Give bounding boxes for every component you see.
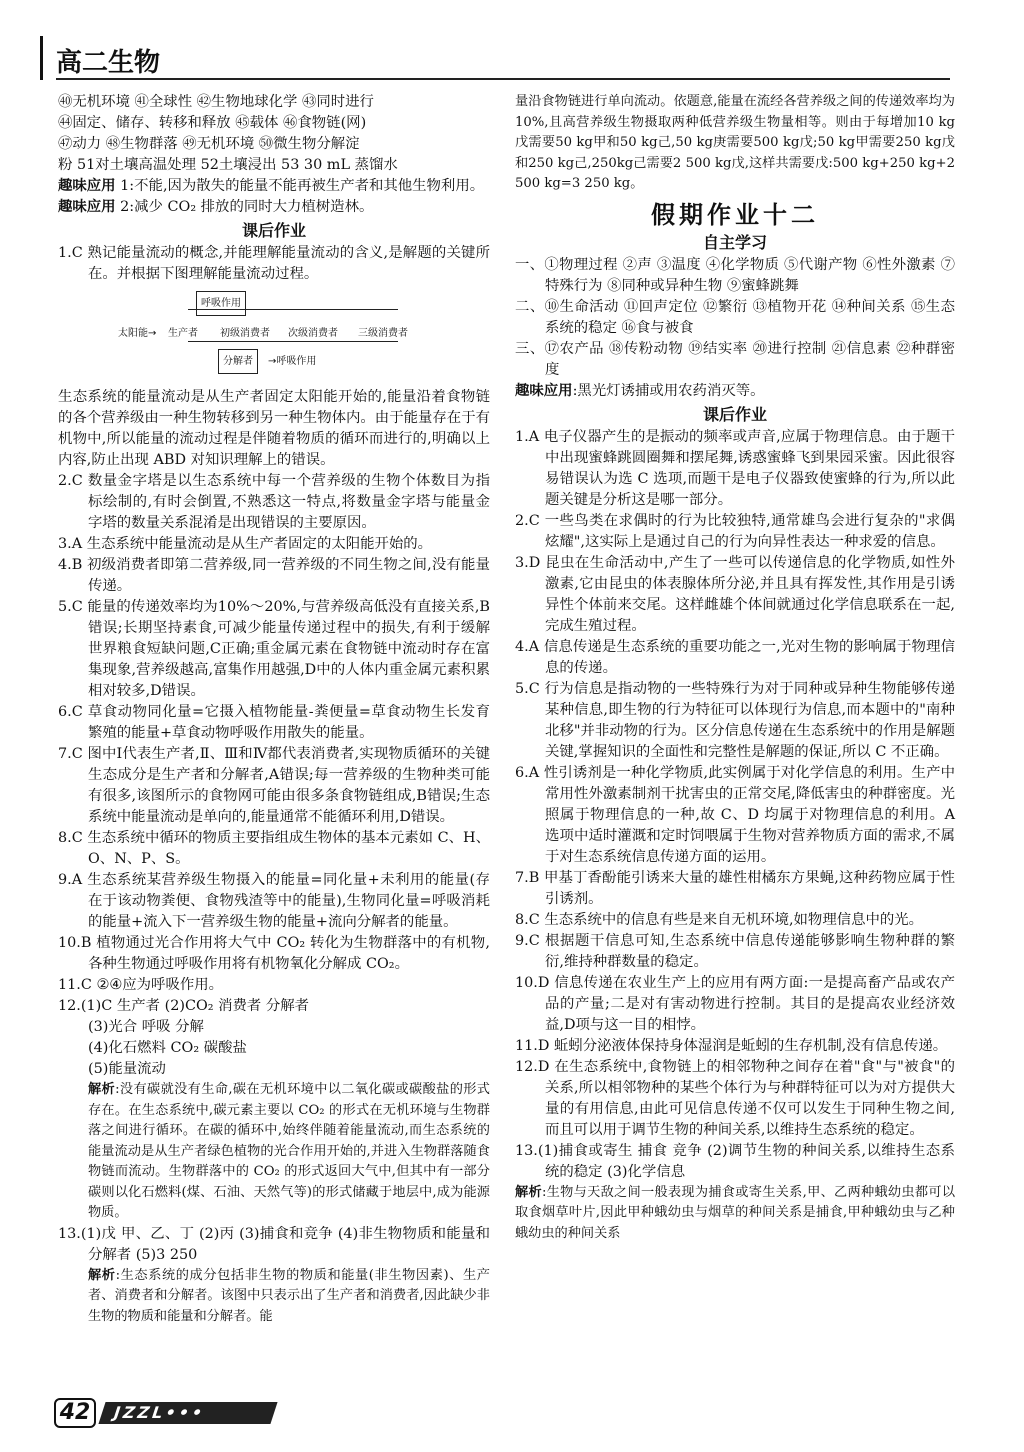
- explanation: [58, 1080, 490, 1224]
- right-column: [515, 92, 955, 1244]
- sun-label: 太阳能→: [118, 328, 157, 339]
- answer-item: 1.A 电子仪器产生的是振动的频率或声音,应属于物理信息。由于题干中出现蜜蜂跳圆圈舞和摆尾舞,诱惑蜜蜂飞到果园采蜜。因此很容易错误认为选 C 选项,而题干是电子仪器致使蜜蜂的行为,所以此题关键是分析这是哪一部分。: [515, 428, 955, 508]
- brand-logo: JZZL•••: [98, 1402, 277, 1424]
- arrow-line: [188, 341, 398, 342]
- fun-text: :黑光灯诱捕或用农药消灭等。: [572, 382, 765, 399]
- explanation-label: 解析: [88, 1082, 116, 1097]
- page-number: 42: [54, 1398, 96, 1428]
- answer-item: 8.C 生态系统中的信息有些是来自无机环境,如物理信息中的光。: [515, 911, 924, 928]
- fun-application-1: [58, 176, 490, 197]
- answer-item: 7.B 甲基丁香酚能引诱来大量的雄性柑橘东方果蝇,这种药物应属于性引诱剂。: [515, 869, 955, 907]
- fun-text: 1:不能,因为散失的能量不能再被生产者和其他生物利用。: [115, 178, 485, 194]
- page-footer: [40, 1396, 300, 1426]
- secondary-consumer-label: 次级消费者: [288, 328, 338, 339]
- answer-line: ㊵无机环境 ㊶全球性 ㊷生物地球化学 ㊸同时进行: [58, 94, 374, 110]
- fun-application-2: [58, 197, 490, 218]
- fun-label: 趣味应用: [58, 178, 116, 194]
- answer-item: 5.C 行为信息是指动物的一些特殊行为对于同种或异种生物能够传递某种信息,即生物的行为特征可以体现行为信息,而本题中的"南种北移"并非动物的行为。区分信息传递在生态系统中的作用是解题关键,掌握知识的全面性和完整性是解题的保证,所以 C 不正确。: [515, 680, 955, 760]
- answer-item: 2.C 一些鸟类在求偶时的行为比较独特,通常雄鸟会进行复杂的"求偶炫耀",这实际上是通过自己的行为向异性表达一种求爱的信息。: [515, 512, 955, 550]
- page-header: [40, 36, 950, 80]
- answer-item: 12.D 在生态系统中,食物链上的相邻物种之间存在着"食"与"被食"的关系,所以相邻物种的某些个体行为与种群特征可以为对方提供大量的有用信息,由此可见信息传递不仅可以发生于同种生物之间,而且可以用于调节生物的种间关系,以维持生态系统的稳定。: [515, 1058, 955, 1138]
- energy-flow-diagram: [118, 289, 478, 381]
- answer-item: 8.C 生态系统中循环的物质主要指组成生物体的基本元素如 C、H、O、N、P、S。: [58, 830, 490, 867]
- answer-item: 3.D 昆虫在生命活动中,产生了一些可以传递信息的化学物质,如性外激素,它由昆虫的体表腺体所分泌,并且具有挥发性,其作用是引诱异性个体前来交尾。这样雌雄个体间就通过化学信息联系在一起,完成生殖过程。: [515, 554, 955, 634]
- answer-item: 2.C 数量金字塔是以生态系统中每一个营养级的生物个体数目为指标绘制的,有时会倒置,不熟悉这一特点,将数量金字塔与能量金字塔的数量关系混淆是出现错误的主要原因。: [58, 473, 490, 531]
- answer-item: 9.A 生态系统某营养级生物摄入的能量=同化量+未利用的能量(存在于该动物粪便、食物残渣等中的能量),生物同化量=呼吸消耗的能量+流入下一营养级生物的能量+流向分解者的能量。: [58, 872, 490, 930]
- answer-item: (4)化石燃料 CO₂ 碳酸盐: [88, 1040, 247, 1056]
- answer-item: 13.(1)捕食或寄生 捕食 竞争 (2)调节生物的种间关系,以维持生态系统的稳定 (3)化学信息: [515, 1142, 955, 1180]
- answer-item: 10.D 信息传递在农业生产上的应用有两方面:一是提高畜产品或农产品的产量;二是对有害动物进行控制。其目的是提高农业经济效益,D项与这一目的相悖。: [515, 974, 955, 1033]
- section-title: 自主学习: [702, 232, 767, 252]
- answer-item: 6.C 草食动物同化量=它摄入植物能量-粪便量=草食动物生长发育繁殖的能量+草食动物呼吸作用散失的能量。: [58, 704, 490, 741]
- answer-item: (5)能量流动: [88, 1061, 166, 1077]
- fun-label: 趣味应用: [515, 382, 573, 399]
- section-title: 课后作业: [241, 221, 306, 240]
- header-bar: [40, 36, 43, 80]
- answer-item: 12.(1)C 生产者 (2)CO₂ 消费者 分解者: [58, 998, 310, 1014]
- explanation: [515, 1183, 955, 1245]
- answer-item: 6.A 性引诱剂是一种化学物质,此实例属于对化学信息的利用。生产中常用性外激素制剂干扰害虫的正常交尾,降低害虫的种群密度。光照属于物理信息的一种,故 C、D 均属于对物理信息的利用。A 选项中适时灌溉和定时饲喂属于生物对营养物质方面的需求,不属于对生态系统信息传递方面的运用。: [515, 764, 955, 865]
- explanation: [58, 1266, 490, 1328]
- answer-line: ㊹固定、储存、转移和释放 ㊺载体 ㊻食物链(网): [58, 115, 367, 131]
- producer-label: 生产者: [168, 328, 198, 339]
- explanation-continued: 量沿食物链进行单向流动。依题意,能量在流经各营养级之间的传递效率均为10%,且高营养级生物摄取两种低营养级生物量相等。则由于每增加10 kg戊需要50 kg甲和50 kg己,50 kg庚需要500 kg戊;50 kg甲需要250 kg戊和250 kg己,250kg己需要2 500 kg戊,这样共需要戊:500 kg+250 kg+2 500 kg=3 250 kg。: [515, 94, 955, 191]
- respiration-out-label: →呼吸作用: [268, 356, 317, 367]
- answer-item: 4.A 信息传递是生态系统的重要功能之一,光对生物的影响属于物理信息的传递。: [515, 638, 955, 676]
- answer-item: 13.(1)戊 甲、乙、丁 (2)丙 (3)捕食和竞争 (4)非生物物质和能量和分解者 (5)3 250: [58, 1225, 490, 1263]
- page-title: 高二生物: [56, 48, 161, 78]
- answer-item: 一、①物理过程 ②声 ③温度 ④化学物质 ⑤代谢产物 ⑥性外激素 ⑦特殊行为 ⑧同种或异种生物 ⑨蜜蜂跳舞: [515, 256, 955, 294]
- tertiary-consumer-label: 三级消费者: [358, 328, 408, 339]
- explanation-text: :生态系统的成分包括非生物的物质和能量(非生物因素)、生产者、消费者和分解者。该图中只表示出了生产者和消费者,因此缺少非生物的物质和能量和分解者。能: [88, 1267, 490, 1324]
- answer-item: 生态系统的能量流动是从生产者固定太阳能开始的,能量沿着食物链的各个营养级由一种生物转移到另一种生物体内。由于能量存在于有机物中,所以能量的流动过程是伴随着物质的循环而进行的,明确以上内容,防止出现 ABD 对知识理解上的错误。: [58, 389, 490, 468]
- header-rule: [56, 78, 950, 80]
- explanation-text: :没有碳就没有生命,碳在无机环境中以二氧化碳或碳酸盐的形式存在。在生态系统中,碳元素主要以 CO₂ 的形式在无机环境与生物群落之间进行循环。在碳的循环中,始终伴随着能量流动,而生态系统的能量流动是从生产者绿色植物的光合作用开始的,并进入生物群落随食物链而流动。生物群落中的 CO₂ 的形式返回大气中,但其中有一部分碳则以化石燃料(煤、石油、天然气等)的形式储藏于地层中,成为能源物质。: [88, 1082, 490, 1220]
- fun-label: 趣味应用: [58, 199, 116, 215]
- assignment-title: 假期作业十二: [651, 200, 819, 229]
- explanation-label: 解析: [515, 1184, 542, 1200]
- answer-item: 1.C 熟记能量流动的概念,并能理解能量流动的含义,是解题的关键所在。并根据下图理解能量流动过程。: [58, 245, 490, 282]
- arrow-line: [188, 309, 398, 310]
- answer-item: 4.B 初级消费者即第二营养级,同一营养级的不同生物之间,没有能量传递。: [58, 557, 490, 594]
- explanation-text: :生物与天敌之间一般表现为捕食或寄生关系,甲、乙两种蛾幼虫都可以取食烟草叶片,因此甲种蛾幼虫与烟草的种间关系是捕食,甲种蛾幼虫与乙种蛾幼虫的种间关系: [515, 1184, 956, 1241]
- answer-item: 10.B 植物通过光合作用将大气中 CO₂ 转化为生物群落中的有机物,各种生物通过呼吸作用将有机物氧化分解成 CO₂。: [58, 935, 490, 972]
- answer-line: ㊼动力 ㊽生物群落 ㊾无机环境 ㊿微生物分解淀: [58, 136, 360, 152]
- answer-item: 9.C 根据题干信息可知,生态系统中信息传递能够影响生物种群的繁衍,维持种群数量的稳定。: [515, 932, 955, 970]
- answer-item: 3.A 生态系统中能量流动是从生产者固定的太阳能开始的。: [58, 536, 433, 552]
- decomposer-box: 分解者: [218, 349, 258, 374]
- primary-consumer-label: 初级消费者: [220, 328, 270, 339]
- fun-application: [515, 381, 955, 402]
- answer-item: 三、⑰农产品 ⑱传粉动物 ⑲结实率 ⑳进行控制 ㉑信息素 ㉒种群密度: [515, 340, 955, 378]
- respiration-box: 呼吸作用: [196, 291, 246, 316]
- answer-item: (3)光合 呼吸 分解: [88, 1019, 204, 1035]
- left-column: [58, 92, 490, 1327]
- answer-item: 二、⑩生命活动 ⑪回声定位 ⑫繁衍 ⑬植物开花 ⑭种间关系 ⑮生态系统的稳定 ⑯食与被食: [515, 298, 955, 336]
- answer-item: 11.D 蚯蚓分泌液体保持身体湿润是蚯蚓的生存机制,没有信息传递。: [515, 1037, 948, 1054]
- explanation-label: 解析: [88, 1267, 116, 1283]
- answer-line: 粉 51对土壤高温处理 52土壤浸出 53 30 mL 蒸馏水: [58, 157, 398, 173]
- answer-item: 7.C 图中Ⅰ代表生产者,Ⅱ、Ⅲ和Ⅳ都代表消费者,实现物质循环的关键生态成分是生产者和分解者,A错误;每一营养级的生物种类可能有很多,该图所示的食物网可能由很多条食物链组成,B错误;生态系统中能量流动是单向的,能量通常不能循环利用,D错误。: [58, 746, 490, 825]
- answer-item: 11.C ②④应为呼吸作用。: [58, 977, 224, 993]
- fun-text: 2:减少 CO₂ 排放的同时大力植树造林。: [115, 199, 374, 215]
- answer-item: 5.C 能量的传递效率均为10%～20%,与营养级高低没有直接关系,B错误;长期坚持素食,可减少能量传递过程中的损失,有利于缓解世界粮食短缺问题,C正确;重金属元素在食物链中流动时存在富集现象,营养级越高,富集作用越强,D中的人体内重金属元素积累相对较多,D错误。: [58, 599, 490, 699]
- section-title: 课后作业: [702, 404, 767, 424]
